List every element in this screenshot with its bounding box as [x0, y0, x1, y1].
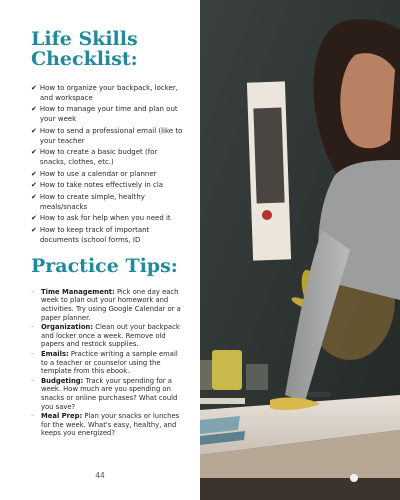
- tip-item: [31, 288, 184, 322]
- tips-title: Practice Tips:: [31, 254, 178, 277]
- tip-item: [31, 323, 184, 349]
- checklist-item: ✔ How to organize your backpack, locker, and workspace: [31, 83, 178, 102]
- wall-poster: [247, 81, 291, 260]
- checklist-item: ✔ How to manage your time and plan out your week: [31, 105, 178, 124]
- checkmark-icon: ✔: [31, 105, 37, 114]
- checkmark-icon: ✔: [31, 126, 37, 135]
- page-number: 44: [95, 471, 105, 480]
- photo-illustration: [200, 0, 400, 500]
- checkmark-icon: ✔: [31, 148, 37, 157]
- tip-item: [31, 377, 184, 411]
- tip-label: Budgeting:: [41, 376, 84, 385]
- tip-item: [31, 350, 184, 376]
- checklist-item: ✔ How to use a calendar or planner: [31, 169, 157, 178]
- checkmark-icon: ✔: [31, 169, 37, 178]
- tip-label: Organization:: [41, 323, 94, 332]
- tip-label: Emails:: [41, 349, 69, 358]
- tip-text: Track your spending for a week. How much are you spending on snacks or online purchases? What could you save?: [41, 376, 178, 411]
- checklist-item: ✔ How to create a basic budget (for snacks, clothes, etc.): [31, 148, 158, 167]
- tip-text: Pick one day each week to plan out your homework and activities. Try using Google Calendar or a paper planner.: [41, 287, 181, 322]
- checklist-item: ✔ How to take notes effectively in cla: [31, 181, 164, 190]
- checkmark-icon: ✔: [31, 225, 37, 234]
- checklist-item: ✔ How to ask for help when you need it: [31, 214, 171, 223]
- checkmark-icon: ✔: [31, 192, 37, 201]
- checkmark-icon: ✔: [31, 83, 37, 92]
- tip-label: Meal Prep:: [41, 412, 83, 421]
- tips-list: [31, 288, 184, 438]
- checklist-item: ✔ How to send a professional email (like to your teacher: [31, 126, 183, 145]
- photo-student-cleaning-desk: [200, 0, 400, 500]
- tip-text: Plan your snacks or lunches for the week. What's easy, healthy, and keeps you energized?: [41, 412, 180, 438]
- tip-label: Time Management:: [41, 287, 115, 296]
- checkmark-icon: ✔: [31, 181, 37, 190]
- tip-text: Practice writing a sample email to a teacher or counselor using the template from this ebook.: [41, 349, 178, 376]
- checklist-item: ✔ How to keep track of important documents (school forms, ID: [31, 225, 150, 244]
- checklist: [31, 83, 184, 245]
- tip-text: Clean out your backpack and locker once a week. Remove old papers and restock supplies.: [41, 323, 180, 349]
- checklist-title: Life Skills Checklist:: [31, 28, 138, 70]
- tip-item: [31, 412, 184, 438]
- checkmark-icon: ✔: [31, 214, 37, 223]
- checklist-item: ✔ How to create simple, healthy meals/snacks: [31, 192, 145, 211]
